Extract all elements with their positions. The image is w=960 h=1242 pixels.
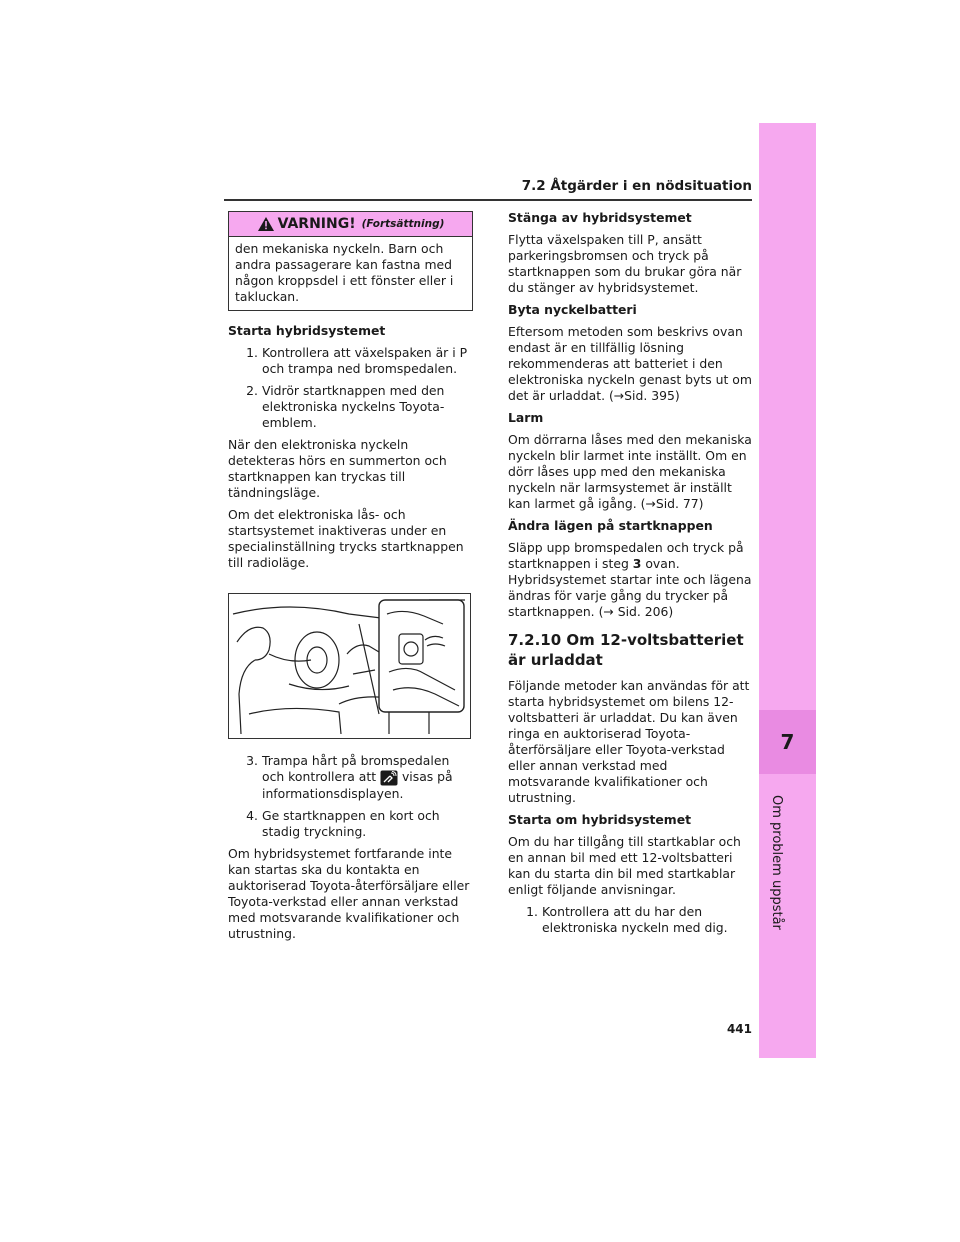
step-number: 2. (246, 383, 258, 398)
step-item (228, 345, 473, 377)
warning-header (229, 212, 472, 237)
warning-triangle-icon (257, 216, 275, 232)
key-signal-icon (380, 770, 398, 786)
step3-text-a: Trampa hårt på bromspedalen och kontrollera att (262, 753, 450, 784)
heading-key-battery: Byta nyckelbatteri (508, 302, 637, 317)
page-number: 441 (726, 1022, 752, 1036)
step-number: 4. (246, 807, 258, 823)
step-text (262, 753, 473, 802)
heading-restart-hybrid: Starta om hybridsystemet (508, 812, 692, 827)
step-text: Vidrör startknappen med den elektroniska nyckelns Toyota-emblem. (262, 383, 445, 430)
paragraph-section-intro: Följande metoder kan användas för att starta hybridsystemet om bilens 12-voltsbatteri är urladdat. Du kan även ringa en auktoriserad Toyota-återförsäljare eller Toyota-verkstad eller annan verkstad med motsvarande kvalifikationer och utrustning. (508, 678, 750, 805)
modes-text-a: Släpp upp bromspedalen och tryck på startknappen i steg (508, 540, 744, 571)
heading-start-hybrid: Starta hybridsystemet (228, 323, 386, 338)
step-item (228, 808, 473, 840)
driver-touching-start-button-illustration (229, 594, 470, 738)
chapter-label: Om problem uppstår (769, 795, 784, 930)
step-number: 3. (246, 753, 258, 768)
modes-step-ref: 3 (632, 556, 642, 571)
step-number: 1. (246, 345, 258, 360)
paragraph-restart-hybrid: Om du har tillgång till startkablar och en annan bil med ett 12-voltsbatteri kan du starta din bil med startkablar enligt följande anvisningar. (508, 834, 741, 897)
step-item (508, 904, 753, 936)
warning-title: VARNING! (277, 216, 356, 232)
step2-note-2: Om det elektroniska lås- och startsystemet inaktiveras under en specialinställning trycks startknappen till radioläge. (228, 507, 464, 570)
illustration-driver-key-figure (228, 593, 471, 739)
section-title: 7.2.10 Om 12-voltsbatteriet är urladdat (508, 631, 744, 669)
heading-alarm: Larm (508, 410, 544, 425)
page-header (500, 178, 752, 194)
modes-text-b: ovan. Hybridsystemet startar inte och lägena ändras för varje gång du trycker på startknappen. (→ Sid. 206) (508, 556, 752, 619)
step-text: Kontrollera att du har den elektroniska nyckeln med dig. (542, 904, 728, 935)
paragraph-stop-hybrid: Flytta växelspaken till P, ansätt parkeringsbromsen och tryck på startknappen som du brukar göra när du stänger av hybridsystemet. (508, 232, 742, 295)
step3-text-b: visas på informationsdisplayen. (262, 769, 453, 801)
chapter-number: 7 (759, 710, 816, 774)
step-text: Ge startknappen en kort och stadig tryckning. (262, 807, 440, 839)
header-chapter: 7.2 (521, 178, 546, 194)
paragraph-change-modes (508, 540, 753, 620)
header-divider (224, 199, 752, 201)
warning-body (229, 237, 472, 310)
right-column (508, 210, 753, 942)
step-item (228, 383, 473, 431)
heading-stop-hybrid: Stänga av hybridsystemet (508, 210, 692, 225)
left-column (228, 211, 473, 948)
step2-note-1: När den elektroniska nyckeln detekteras hörs en summerton och startknappen kan tryckas till tändningsläge. (228, 437, 447, 500)
heading-change-modes: Ändra lägen på startknappen (508, 518, 713, 533)
paragraph-alarm: Om dörrarna låses med den mekaniska nyckeln blir larmet inte inställt. Om en dörr låses upp med den mekaniska nyckeln när larmsystemet är inställt kan larmet gå igång. (→Sid. 77) (508, 432, 752, 511)
warning-continued: (Fortsättning) (361, 218, 445, 230)
header-title: Åtgärder i en nödsituation (550, 178, 752, 194)
step-text: Kontrollera att växelspaken är i P och trampa ned bromspedalen. (262, 345, 468, 376)
paragraph-not-starting: Om hybridsystemet fortfarande inte kan startas ska du kontakta en auktoriserad Toyota-återförsäljare eller Toyota-verkstad eller annan verkstad med motsvarande kvalifikationer och utrustning. (228, 845, 470, 941)
warning-box (228, 211, 473, 311)
step-number: 1. (526, 904, 538, 919)
step-item (228, 753, 473, 802)
paragraph-key-battery: Eftersom metoden som beskrivs ovan endast är en tillfällig lösning rekommenderas att batteriet i den elektroniska nyckeln genast byts ut om det är urladdat. (→Sid. 395) (508, 324, 752, 403)
warning-text: den mekaniska nyckeln. Barn och andra passagerare kan fastna med någon kroppsdel i ett fönster eller i takluckan. (235, 241, 454, 304)
